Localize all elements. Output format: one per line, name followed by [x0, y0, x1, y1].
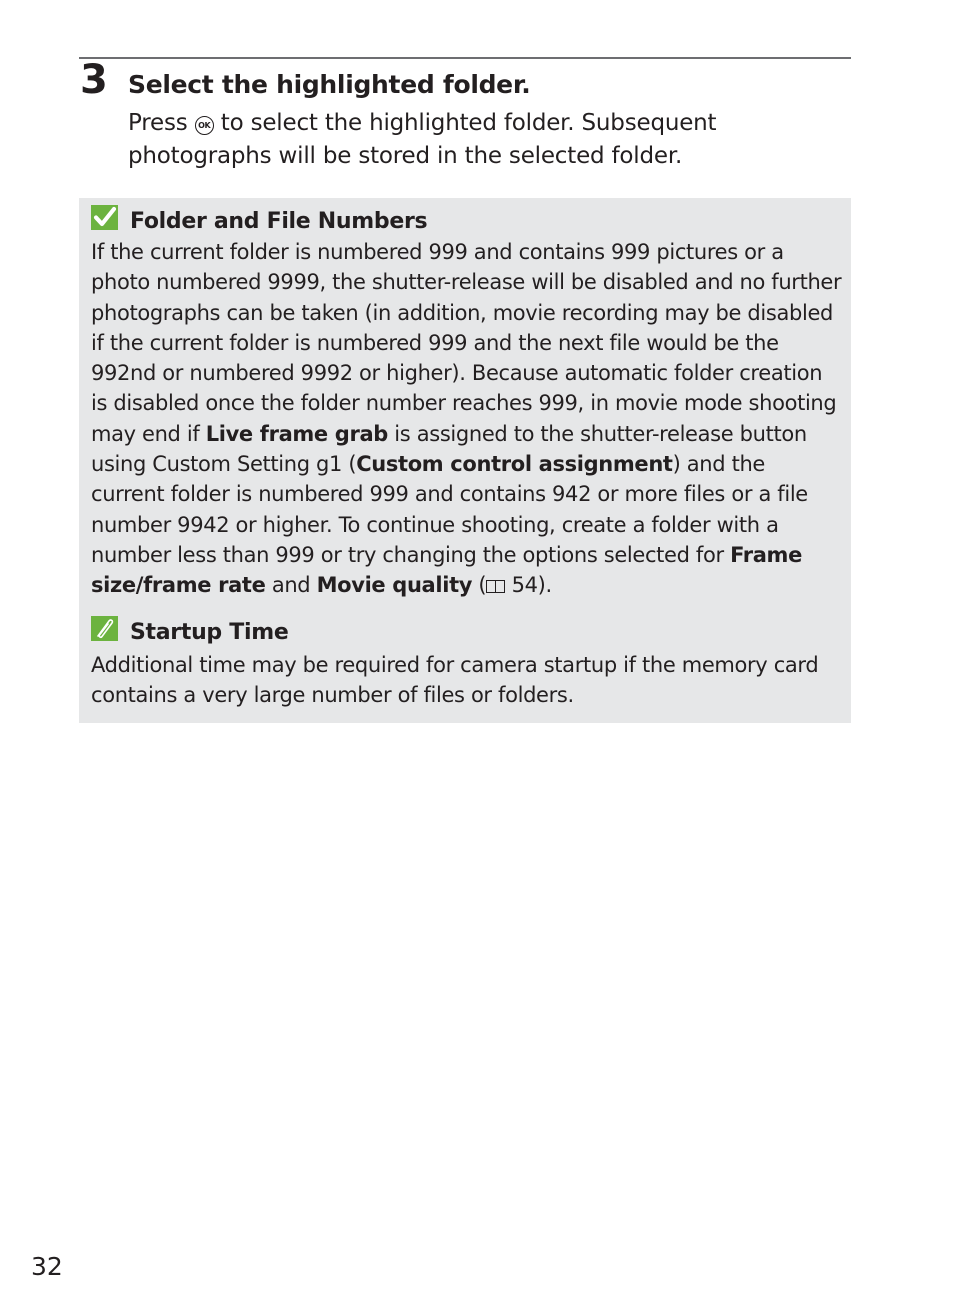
term-custom-control-assignment: Custom control assignment: [356, 452, 673, 477]
startup-time-heading-text: Startup Time: [130, 620, 289, 645]
notes-panel: [79, 198, 851, 723]
body-text: is assigned to the shutter-release button using Custom Setting g1 (: [91, 421, 807, 477]
page-number: 32: [31, 1252, 63, 1281]
section-rule: [79, 57, 851, 59]
step-body-text-2: to select the highlighted folder. Subsequent photographs will be stored in the selected folder.: [128, 110, 717, 169]
body-text: If the current folder is numbered 999 and contains 999 pictures or a photo numbered 9999, the shutter-release will be disabled and no further photographs can be taken (in addition, movie recording may be disabled if the current folder is numbered 999 and the next file would be the 992nd or numbered 9992 or higher). Because automatic folder creation is disabled once the folder number reaches 999, in movie mode shooting may end if: [91, 240, 842, 446]
folder-numbers-heading: [91, 203, 831, 233]
ok-button-icon: OK: [195, 116, 214, 135]
term-movie-quality: Movie quality: [316, 573, 473, 598]
startup-time-body: Additional time may be required for camera startup if the memory card contains a very large number of files or folders.: [91, 653, 819, 708]
startup-time-heading: [91, 614, 831, 644]
checkmark-icon: [91, 205, 118, 230]
step-number: 3: [80, 57, 108, 103]
folder-numbers-body: [91, 237, 843, 601]
body-text: (: [472, 573, 487, 598]
body-text: ) and the current folder is numbered 999 and contains 942 or more files or a file number 9942 or higher. To continue shooting, create a folder with a number less than 999 or try changing the options selected for: [91, 452, 808, 567]
pencil-note-icon: [91, 616, 118, 641]
term-live-frame-grab: Live frame grab: [205, 421, 388, 446]
step-body: [128, 107, 848, 173]
book-icon: [486, 580, 505, 593]
term-frame-size-frame-rate: Frame size/frame rate: [91, 542, 802, 598]
body-text: ).: [537, 573, 552, 598]
body-text: and: [265, 573, 317, 598]
page-reference[interactable]: 54: [505, 573, 538, 598]
step-body-text-1: Press: [128, 110, 195, 136]
folder-numbers-heading-text: Folder and File Numbers: [130, 209, 428, 234]
step-title: Select the highlighted folder.: [128, 70, 531, 99]
